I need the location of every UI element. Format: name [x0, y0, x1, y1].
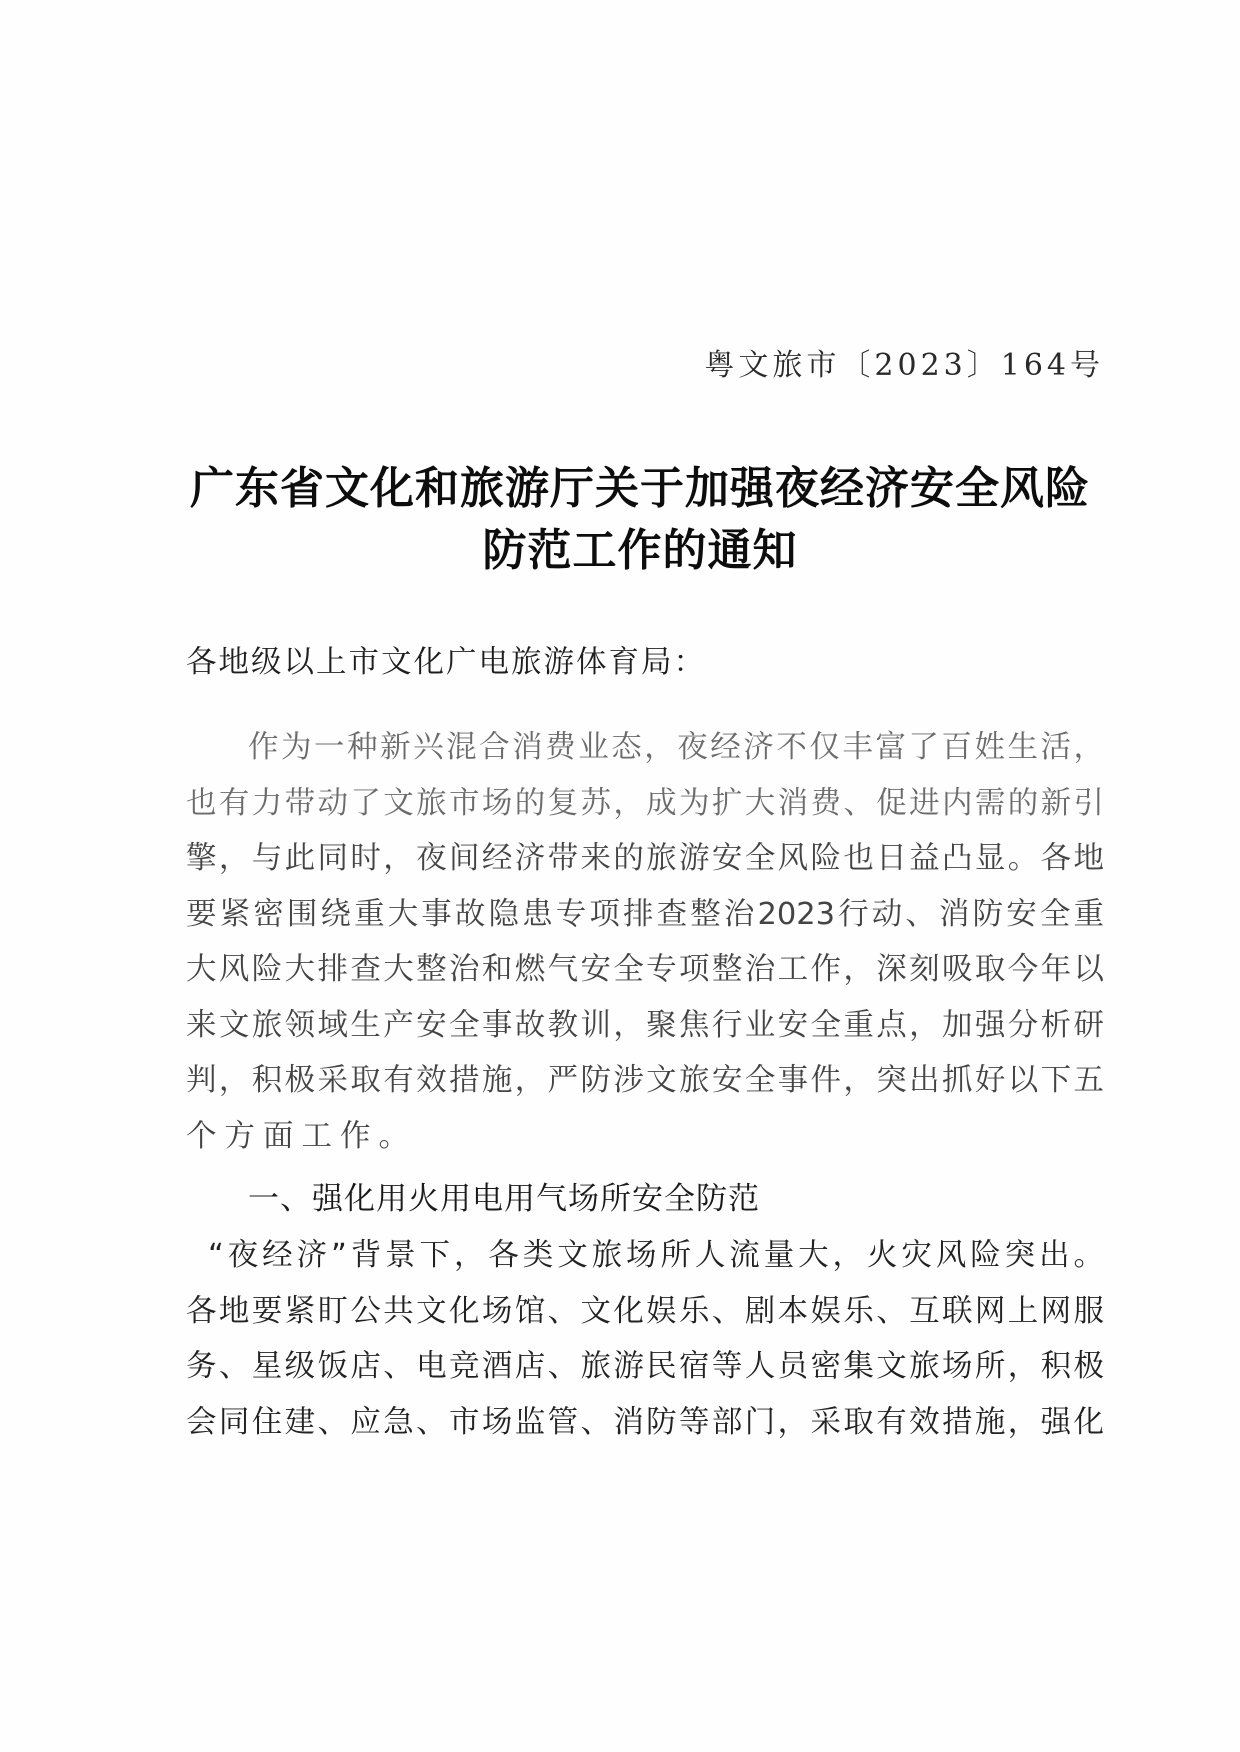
paragraph-line: 要紧密围绕重大事故隐患专项排查整治2023行动、消防安全重 [186, 896, 1104, 932]
paragraph-line: 务、星级饭店、电竞酒店、旅游民宿等人员密集文旅场所，积极 [186, 1349, 1104, 1384]
paragraph-line: “夜经济”背景下，各类文旅场所人流量大，火灾风险突出。 [208, 1238, 1104, 1273]
title-line-2: 防范工作的通知 [482, 525, 798, 576]
paragraph-line: 会同住建、应急、市场监管、消防等部门，采取有效措施，强化 [186, 1404, 1104, 1440]
spacer [186, 692, 1104, 720]
paragraph-line: 擎，与此同时，夜间经济带来的旅游安全风险也日益凸显。各地 [186, 841, 1104, 876]
paragraph-line: 判，积极采取有效措施，严防涉文旅安全事件，突出抓好以下五 [186, 1063, 1104, 1098]
paragraph-line: 个方面工作。 [186, 1118, 417, 1154]
section-1 [186, 1170, 1104, 1450]
paragraph-line: 来文旅领域生产安全事故教训，聚焦行业安全重点，加强分析研 [186, 1007, 1104, 1043]
document-number: 粤文旅市〔2023〕164号 [704, 348, 1104, 383]
intro-paragraph [186, 720, 1104, 1164]
paragraph-line: 各地要紧盯公共文化场馆、文化娱乐、剧本娱乐、互联网上网服 [186, 1293, 1104, 1329]
section-heading: 一、强化用火用电用气场所安全防范 [248, 1181, 760, 1217]
salutation: 各地级以上市文化广电旅游体育局： [186, 645, 706, 680]
document-title [180, 458, 1100, 582]
title-line-1: 广东省文化和旅游厅关于加强夜经济安全风险 [190, 463, 1090, 514]
document-body [186, 634, 1104, 1450]
paragraph-line: 大风险大排查大整治和燃气安全专项整治工作，深刻吸取今年以 [186, 952, 1104, 987]
paragraph-line: 也有力带动了文旅市场的复苏，成为扩大消费、促进内需的新引 [186, 785, 1104, 821]
paragraph-line: 作为一种新兴混合消费业态，夜经济不仅丰富了百姓生活， [248, 730, 1104, 765]
